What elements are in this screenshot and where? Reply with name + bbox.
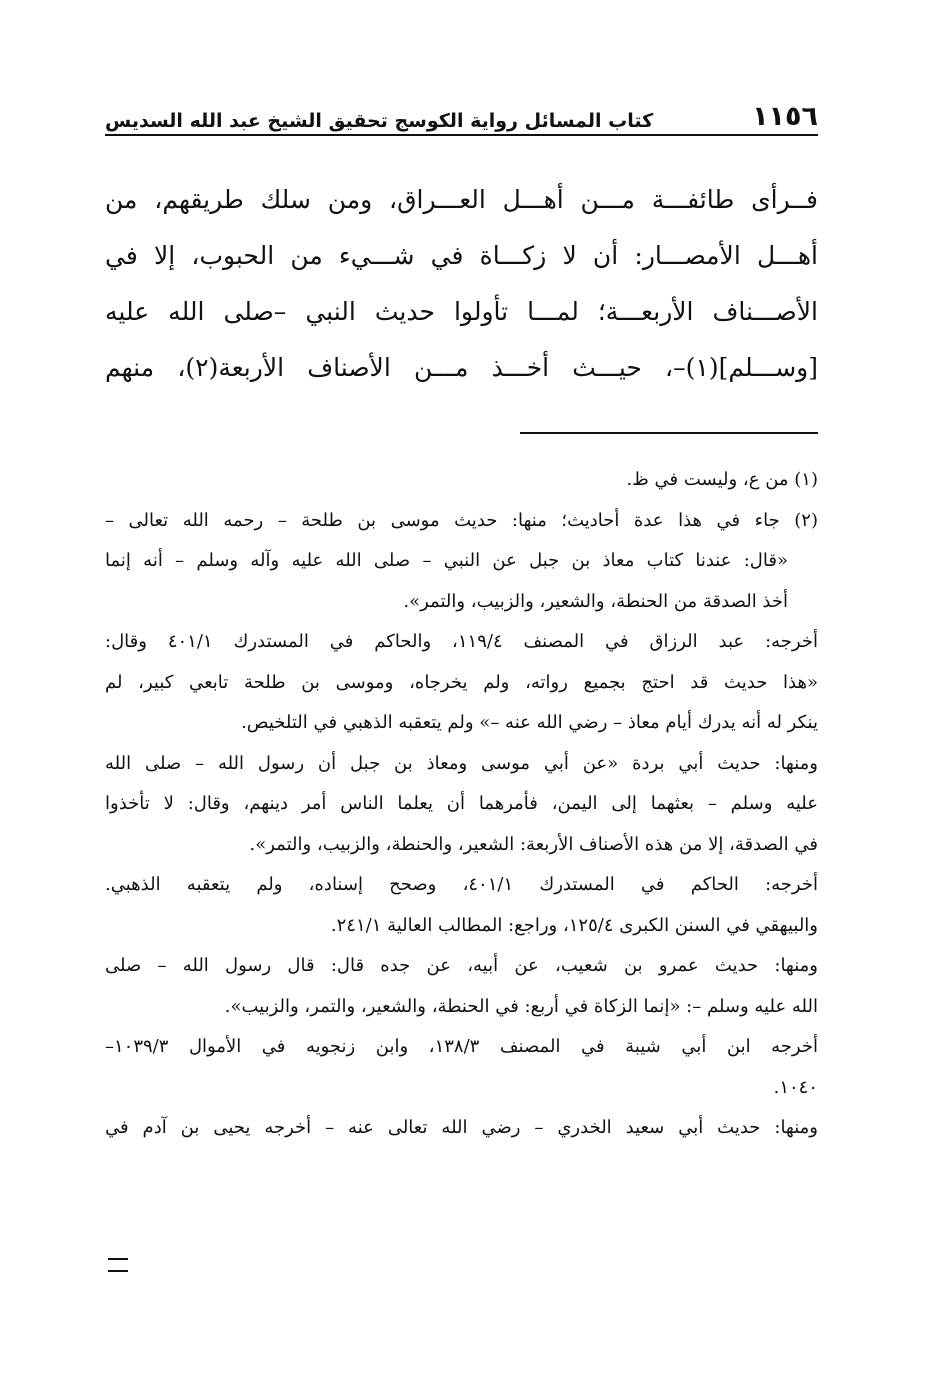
main-text-line: أهـــل الأمصـــار: أن لا زكـــاة في شـــيء من الحبوب، إلا في: [105, 241, 818, 270]
footnote-line: في الصدقة، إلا من هذه الأصناف الأربعة: الشعير، والحنطة، والزبيب، والتمر».: [249, 833, 818, 855]
footnote-line: عليه وسلم – بعثهما إلى اليمن، فأمرهما أن يعلما الناس أمر دينهم، وقال: لا تأخذوا: [105, 793, 818, 814]
footnote-line: ينكر له أنه يدرك أيام معاذ – رضي الله عنه –» ولم يتعقبه الذهبي في التلخيص.: [241, 712, 818, 733]
main-text: [105, 172, 818, 396]
footnote-line: «هذا حديث قد احتج بجميع رواته، ولم يخرجاه، وموسى بن طلحة تابعي كبير، لم: [105, 671, 818, 693]
main-text-line: فــرأى طائفـــة مـــن أهـــل العـــراق، ومن سلك طريقهم، من: [105, 185, 818, 214]
footnote-line: أخرجه: عبد الرزاق في المصنف ١١٩/٤، والحاكم في المستدرك ٤٠١/١ وقال:: [105, 631, 818, 652]
footnote-line: أخذ الصدقة من الحنطة، والشعير، والزبيب، والتمر».: [403, 590, 788, 612]
footnote-line: ومنها: حديث أبي بردة «عن أبي موسى ومعاذ بن جبل أن رسول الله – صلى الله: [105, 752, 818, 774]
page-number: ١١٥٦: [752, 101, 818, 132]
running-title: كتاب المسائل رواية الكوسج تحقيق الشيخ عبد الله السديس: [105, 110, 654, 132]
footnote-line: أخرجه ابن أبي شيبة في المصنف ١٣٨/٣، وابن زنجويه في الأموال ١٠٣٩/٣–: [105, 1036, 818, 1057]
footnote-line: ومنها: حديث أبي سعيد الخدري – رضي الله تعالى عنه – أخرجه يحيى بن آدم في: [105, 1117, 818, 1138]
footnote-line: الله عليه وسلم –: «إنما الزكاة في أربع: في الحنطة، والشعير، والتمر، والزبيب».: [224, 995, 818, 1017]
footnote-line: ومنها: حديث عمرو بن شعيب، عن أبيه، عن جده قال: قال رسول الله – صلى: [105, 955, 818, 976]
header-rule: [105, 134, 818, 136]
footnote-line: (١) من ع، وليست في ظ.: [626, 469, 818, 490]
main-text-line: [وســـلم](١)–، حيـــث أخـــذ مـــن الأصناف الأربعة(٢)، منهم: [105, 353, 818, 382]
footnote-line: ١٠٤٠.: [773, 1076, 818, 1098]
footnote-line: أخرجه: الحاكم في المستدرك ٤٠١/١، وصحح إسناده، ولم يتعقبه الذهبي.: [105, 874, 818, 895]
main-text-line: الأصـــناف الأربعـــة؛ لمـــا تأولوا حديث النبي –صلى الله عليه: [105, 297, 818, 326]
page-header: [105, 92, 818, 132]
footnote-separator: [520, 432, 818, 434]
footnote-line: «قال: عندنا كتاب معاذ بن جبل عن النبي – صلى الله عليه وآله وسلم – أنه إنما: [105, 550, 788, 571]
continuation-mark: [108, 1258, 128, 1272]
footnotes: [105, 460, 818, 1149]
footnote-line: والبيهقي في السنن الكبرى ١٢٥/٤، وراجع: المطالب العالية ٢٤١/١.: [330, 914, 818, 936]
footnote-line: (٢) جاء في هذا عدة أحاديث؛ منها: حديث موسى بن طلحة – رحمه الله تعالى –: [105, 509, 818, 531]
